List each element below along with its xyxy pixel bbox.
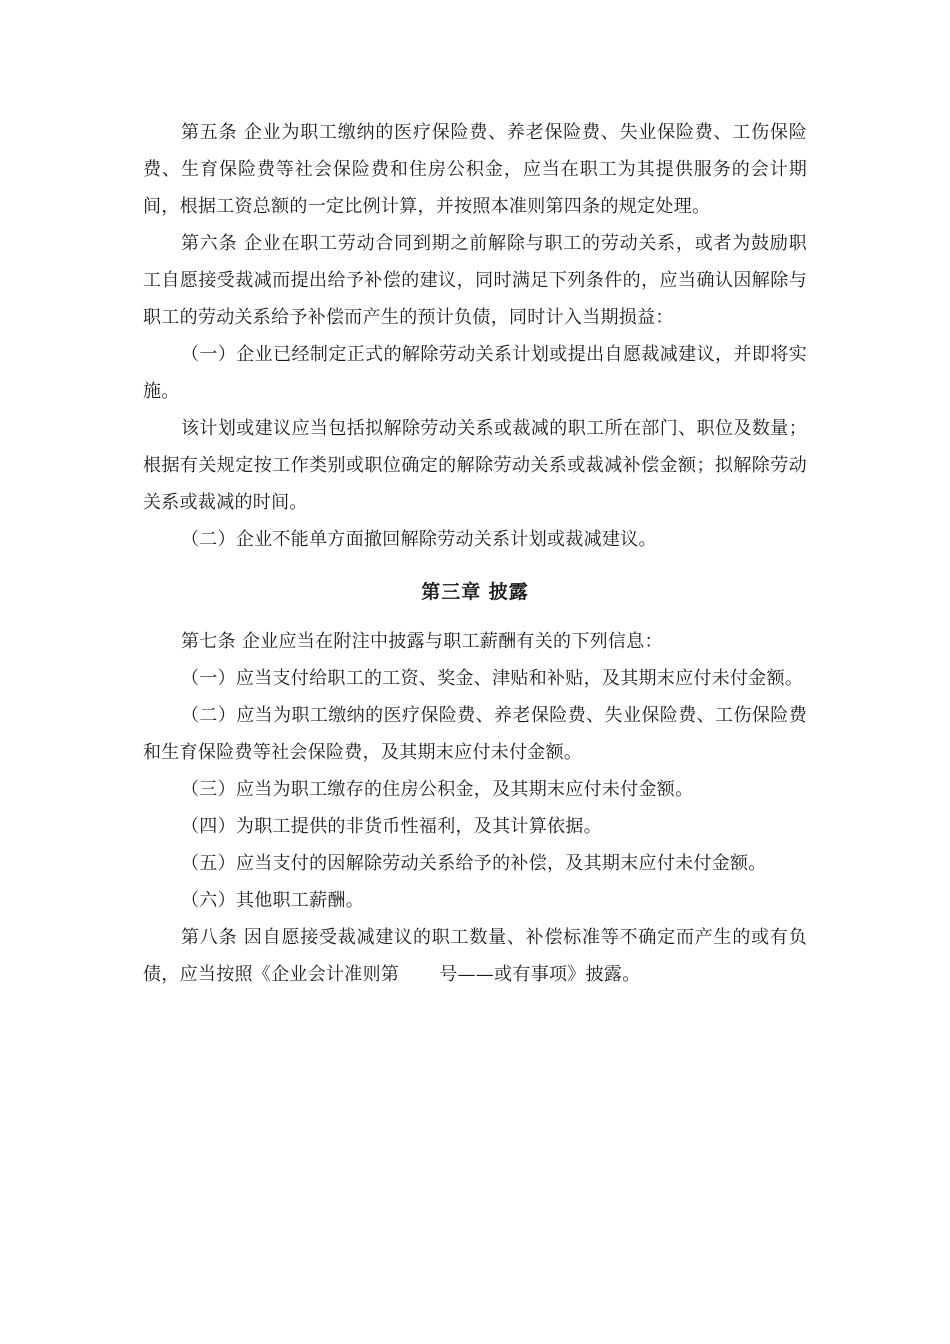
chapter-title: 第三章 披露 [421, 581, 529, 603]
article-7-item-3: （三）应当为职工缴存的住房公积金，及其期末应付未付金额。 [181, 779, 694, 800]
article-5-paragraph: 第五条 企业为职工缴纳的医疗保险费、养老保险费、失业保险费、工伤保险费、生育保险费等社会保险费和住房公积金，应当在职工为其提供服务的会计期间，根据工资总额的一定比例计算，并按照本准则第四条的规定处理。 [143, 122, 807, 217]
article-7-item-4: （四）为职工提供的非货币性福利，及其计算依据。 [181, 816, 602, 837]
article-8-text-before-gap: 第八条 因自愿接受裁减建议的职工数量、补偿标准等不确定而产生的或有负债，应当按照《企业会计准则第 [143, 927, 807, 985]
article-6-item-1: （一）企业已经制定正式的解除劳动关系计划或提出自愿裁减建议，并即将实施。 [143, 344, 807, 402]
document-body [143, 114, 807, 993]
article-7-item-5: （五）应当支付的因解除劳动关系给予的补偿，及其期末应付未付金额。 [181, 853, 767, 874]
article-6-paragraph: 第六条 企业在职工劳动合同到期之前解除与职工的劳动关系，或者为鼓励职工自愿接受裁减而提出给予补偿的建议，同时满足下列条件的，应当确认因解除与职工的劳动关系给予补偿而产生的预计负债，同时计入当期损益： [143, 233, 807, 328]
article-8-paragraph [143, 919, 807, 993]
article-7-item-2: （二）应当为职工缴纳的医疗保险费、养老保险费、失业保险费、工伤保险费和生育保险费等社会保险费，及其期末应付未付金额。 [143, 705, 807, 763]
article-8-text-after-gap: 号——或有事项》披露。 [439, 964, 641, 985]
article-7-item-1: （一）应当支付给职工的工资、奖金、津贴和补贴，及其期末应付未付金额。 [181, 668, 804, 689]
article-7-paragraph: 第七条 企业应当在附注中披露与职工薪酬有关的下列信息： [181, 631, 663, 652]
article-7-item-6: （六）其他职工薪酬。 [181, 890, 364, 911]
article-6-item-2: （二）企业不能单方面撤回解除劳动关系计划或裁减建议。 [181, 529, 657, 550]
article-6-plan-contents: 该计划或建议应当包括拟解除劳动关系或裁减的职工所在部门、职位及数量；根据有关规定按工作类别或职位确定的解除劳动关系或裁减补偿金额；拟解除劳动关系或裁减的时间。 [143, 418, 807, 513]
